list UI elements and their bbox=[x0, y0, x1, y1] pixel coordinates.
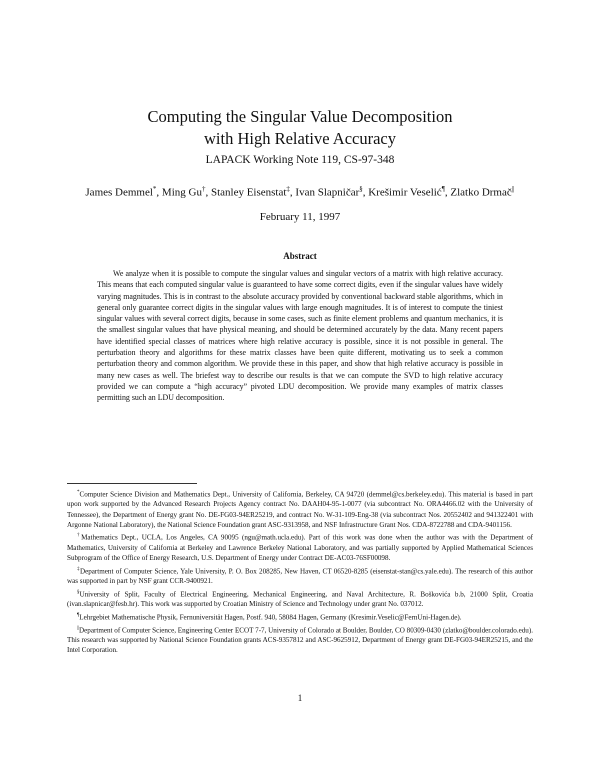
footnote-rule bbox=[67, 483, 197, 484]
footnote-text: Computer Science Division and Mathematics Dept., University of California, Berkeley, CA 94720 (demmel@cs.berkeley.edu). This material is based in part upon work supported by the Advanced Research Projects Agency contract No. DAAH04-95-1-0077 (via subcontract No. ORA4466.02 with the University of Tennessee), the Department of Energy grant No. DE-FG03-94ER25219, and contract No. W-31-109-Eng-38 (via subcontract Nos. 20552402 and 941322401 with Argonne National Laboratory), the National Science Foundation grant ASC-9313958, and NSF Infrastructure Grant Nos. CDA-8722788 and CDA-9401156. bbox=[67, 490, 533, 529]
abstract-heading: Abstract bbox=[283, 251, 317, 261]
footnotes bbox=[67, 488, 533, 657]
footnote bbox=[67, 531, 533, 563]
working-note-label: LAPACK Working Note 119, CS-97-348 bbox=[205, 154, 395, 166]
author: Stanley Eisenstat bbox=[210, 186, 287, 199]
footnote-mark: || bbox=[77, 625, 80, 631]
footnote bbox=[67, 624, 533, 656]
title-line-1: Computing the Singular Value Decomposition bbox=[147, 107, 453, 126]
author-mark: ‡ bbox=[286, 185, 290, 193]
publication-date: February 11, 1997 bbox=[259, 211, 341, 223]
footnote bbox=[67, 588, 533, 610]
author-mark: || bbox=[511, 185, 515, 193]
footnote-text: Department of Computer Science, Yale University, P. O. Box 208285, New Haven, CT 06520-8285 (eisenstat-stan@cs.yale.edu). The research of this author was supported in part by NSF grant CCR-9400921. bbox=[67, 566, 533, 586]
author-mark: † bbox=[201, 185, 206, 193]
footnote-mark: § bbox=[77, 589, 80, 595]
author-mark: * bbox=[152, 185, 157, 193]
footnote bbox=[67, 488, 533, 530]
author: Krešimir Veselić bbox=[368, 186, 442, 199]
footnote-mark: ‡ bbox=[77, 566, 80, 572]
footnote-text: Department of Computer Science, Engineering Center ECOT 7-7, University of Colorado at Boulder, Boulder, CO 80309-0430 (zlatko@boulder.colorado.edu). This research was supported by National Science Foundation grants ACS-9357812 and ASC-9625912, Department of Energy grant DE-FG03-94ER25215, and the Intel Corporation. bbox=[67, 626, 533, 655]
footnote bbox=[67, 611, 533, 622]
footnote-text: University of Split, Faculty of Electrical Engineering, Mechanical Engineering, and Naval Architecture, R. Boškovića b.b, 21000 Split, Croatia (ivan.slapnicar@fesb.hr). This work was supported by Croatian Ministry of Science and Technology under grant No. 037012. bbox=[67, 590, 533, 609]
page-number: 1 bbox=[297, 693, 303, 703]
author: Ming Gu bbox=[161, 186, 202, 199]
footnote-mark: ¶ bbox=[77, 612, 80, 618]
footnote-text: Mathematics Dept., UCLA, Los Angeles, CA 90095 (ngu@math.ucla.edu). Part of this work was done when the author was with the Department of Mathematics, University of California at Berkeley and Lawrence Berkeley National Laboratory, and was partially supported by Applied Mathematical Sciences Subprogram of the Office of Energy Research, U.S. Department of Energy under Contract DE-AC03-76SF00098. bbox=[67, 533, 534, 562]
author-mark: ¶ bbox=[441, 185, 445, 193]
footnote-mark: † bbox=[77, 533, 82, 539]
footnote-mark: * bbox=[77, 490, 80, 495]
abstract-body: We analyze when it is possible to compute the singular values and singular vectors of a matrix with high relative accuracy. This means that each computed singular value is guaranteed to have some correct digits, even if the singular values have widely varying magnitudes. This is in contrast to the absolute accuracy provided by conventional backward stable algorithms, which in general only guarantee correct digits in the singular values with large enough magnitudes. It is of interest to compute the tiniest singular values with several correct digits, because in some cases, such as finite element problems and quantum mechanics, it is the smallest singular values that have physical meaning, and should be determined accurately by the data. Many recent papers have identified special classes of matrices where high relative accuracy is possible, since it is not possible in general. The perturbation theory and algorithms for these matrix classes have been quite different, motivating us to seek a common perturbation theory and common algorithm. We provide these in this paper, and show that high relative accuracy is possible in many new cases as well. The briefest way to describe our results is that we can compute the SVD to high relative accuracy provided we can compute a “high accuracy” pivoted LDU decomposition. We provide many examples of matrix classes permitting such an LDU decomposition. bbox=[97, 269, 503, 403]
author: James Demmel bbox=[85, 186, 153, 199]
footnote bbox=[67, 565, 533, 587]
paper-title bbox=[0, 106, 600, 150]
author-mark: § bbox=[359, 185, 363, 193]
footnote-text: Lehrgebiet Mathematische Physik, Fernuniversität Hagen, Postf. 940, 58084 Hagen, Germany (Kresimir.Veselic@FernUni-Hagen.de). bbox=[79, 613, 462, 622]
author: Ivan Slapničar bbox=[295, 186, 360, 199]
author: Zlatko Drmač bbox=[450, 186, 512, 199]
title-line-2: with High Relative Accuracy bbox=[204, 129, 396, 148]
author-list: James Demmel*, Ming Gu†, Stanley Eisenstat‡, Ivan Slapničar§, Krešimir Veselić¶, Zlatko Drmač|| bbox=[85, 185, 515, 199]
